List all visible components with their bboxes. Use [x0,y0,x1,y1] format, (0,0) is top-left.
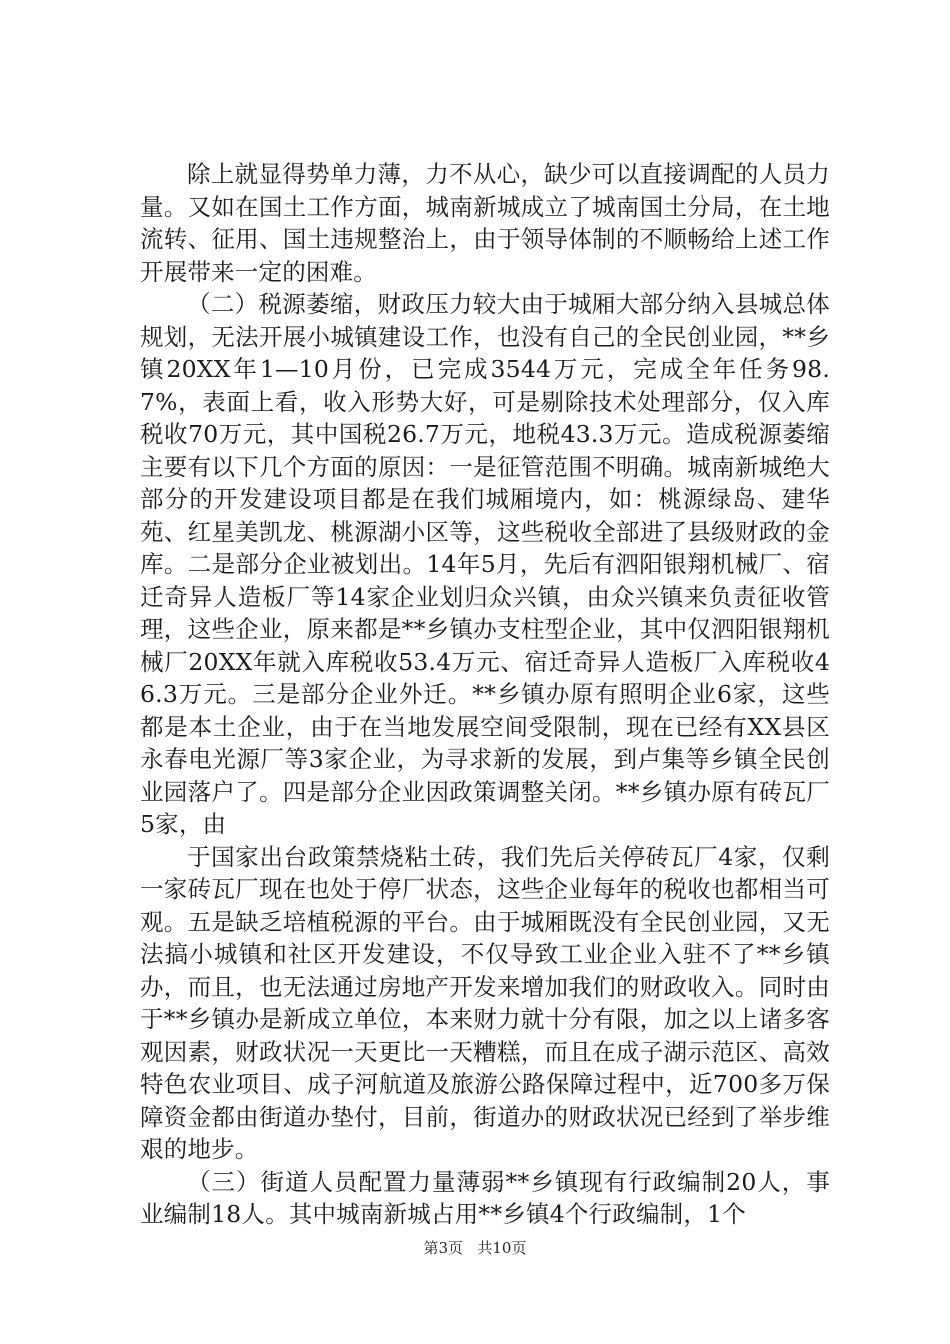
paragraph-1: 除上就显得势单力薄，力不从心，缺少可以直接调配的人员力量。又如在国土工作方面，城南新城成立了城南国土分局，在土地流转、征用、国土违规整治上，由于领导体制的不顺畅给上述工作开展带来一定的困难。 [140,160,830,286]
page-total: 共10页 [477,1239,527,1257]
paragraph-4: （三）街道人员配置力量薄弱**乡镇现有行政编制20人，事业编制18人。其中城南新城占用**乡镇4个行政编制，1个 [140,1167,830,1228]
page-number: 第3页 [423,1239,464,1257]
paragraph-3: 于国家出台政策禁烧粘土砖，我们先后关停砖瓦厂4家，仅剩一家砖瓦厂现在也处于停厂状态，这些企业每年的税收也都相当可观。五是缺乏培植税源的平台。由于城厢既没有全民创业园，又无法搞小城镇和社区开发建设，不仅导致工业企业入驻不了**乡镇办，而且，也无法通过房地产开发来增加我们的财政收入。同时由于**乡镇办是新成立单位，本来财力就十分有限，加之以上诸多客观因素，财政状况一天更比一天糟糕，而且在成子湖示范区、高效特色农业项目、成子河航道及旅游公路保障过程中，近700多万保障资金都由街道办垫付，目前，街道办的财政状况已经到了举步维艰的地步。 [140,842,830,1163]
paragraph-2: （二）税源萎缩，财政压力较大由于城厢大部分纳入县城总体规划，无法开展小城镇建设工作，也没有自己的全民创业园，**乡镇20XX年1—10月份，已完成3544万元，完成全年任务98.7%，表面上看，收入形势大好，可是剔除技术处理部分，仅入库税收70万元，其中国税26.7万元，地税43.3万元。造成税源萎缩主要有以下几个方面的原因：一是征管范围不明确。城南新城绝大部分的开发建设项目都是在我们城厢境内，如：桃源绿岛、建华苑、红星美凯龙、桃源湖小区等，这些税收全部进了县级财政的金库。二是部分企业被划出。14年5月，先后有泗阳银翔机械厂、宿迁奇异人造板厂等14家企业划归众兴镇，由众兴镇来负责征收管理，这些企业，原来都是**乡镇办支柱型企业，其中仅泗阳银翔机械厂20XX年就入库税收53.4万元、宿迁奇异人造板厂入库税收46.3万元。三是部分企业外迁。**乡镇办原有照明企业6家，这些都是本土企业，由于在当地发展空间受限制，现在已经有XX县区永春电光源厂等3家企业，为寻求新的发展，到卢集等乡镇全民创业园落户了。四是部分企业因政策调整关闭。**乡镇办原有砖瓦厂5家，由 [140,290,830,838]
page-separator [468,1239,473,1257]
document-body [140,158,830,1231]
page-footer [0,1238,950,1258]
